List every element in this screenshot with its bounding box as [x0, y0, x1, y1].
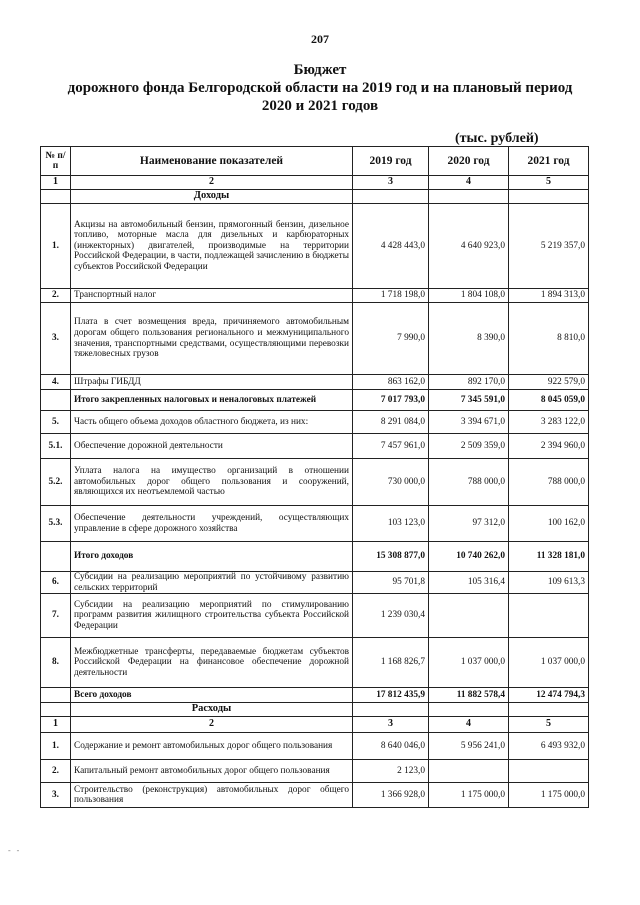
table-row [41, 459, 589, 506]
header-2021: 2021 год [509, 147, 589, 176]
value-2021: 1 037 000,0 [509, 638, 589, 688]
income-section-row [41, 190, 589, 204]
row-name: Капитальный ремонт автомобильных дорог общего пользования [71, 760, 353, 783]
column-index-cell: 3 [353, 176, 429, 190]
table-row [41, 390, 589, 411]
row-name: Транспортный налог [71, 289, 353, 303]
value-2021: 3 283 122,0 [509, 411, 589, 434]
page-number: 207 [311, 32, 329, 46]
column-index-cell: 3 [353, 717, 429, 733]
value-2021: 1 175 000,0 [509, 783, 589, 808]
table-row [41, 760, 589, 783]
header-num: № п/п [41, 147, 71, 176]
value-2019: 7 017 793,0 [353, 390, 429, 411]
column-index-cell: 5 [509, 717, 589, 733]
row-number [41, 688, 71, 703]
row-number: 6. [41, 572, 71, 594]
table-row [41, 688, 589, 703]
value-2020 [429, 594, 509, 638]
row-number: 1. [41, 733, 71, 760]
column-index-cell: 4 [429, 717, 509, 733]
header-name: Наименование показателей [71, 147, 353, 176]
value-2019: 7 457 961,0 [353, 434, 429, 459]
row-number: 3. [41, 783, 71, 808]
row-name: Содержание и ремонт автомобильных дорог общего пользования [71, 733, 353, 760]
value-2019: 4 428 443,0 [353, 204, 429, 289]
value-2021: 6 493 932,0 [509, 733, 589, 760]
value-2021: 109 613,3 [509, 572, 589, 594]
value-2021: 8 045 059,0 [509, 390, 589, 411]
value-2020: 892 170,0 [429, 375, 509, 390]
row-number: 3. [41, 303, 71, 375]
value-2021: 2 394 960,0 [509, 434, 589, 459]
value-2019: 17 812 435,9 [353, 688, 429, 703]
row-name: Межбюджетные трансферты, передаваемые бюджетам субъектов Российской Федерации на финансовое обеспечение дорожной деятельности [71, 638, 353, 688]
value-2021: 788 000,0 [509, 459, 589, 506]
column-index-cell: 1 [41, 176, 71, 190]
value-2019: 863 162,0 [353, 375, 429, 390]
table-row [41, 572, 589, 594]
title-line-1: Бюджет [293, 62, 347, 78]
row-number: 1. [41, 204, 71, 289]
column-index-cell: 2 [71, 717, 353, 733]
table-row [41, 506, 589, 542]
row-number: 2. [41, 760, 71, 783]
value-2020: 4 640 923,0 [429, 204, 509, 289]
value-2020: 1 037 000,0 [429, 638, 509, 688]
row-name: Итого доходов [71, 542, 353, 572]
table-row [41, 783, 589, 808]
value-2019: 8 291 084,0 [353, 411, 429, 434]
value-2021 [509, 760, 589, 783]
row-name: Итого закрепленных налоговых и неналоговых платежей [71, 390, 353, 411]
table-row [41, 434, 589, 459]
value-2019: 730 000,0 [353, 459, 429, 506]
value-2020: 97 312,0 [429, 506, 509, 542]
value-2019: 1 366 928,0 [353, 783, 429, 808]
value-2019: 15 308 877,0 [353, 542, 429, 572]
row-number: 7. [41, 594, 71, 638]
table-row [41, 375, 589, 390]
value-2021: 1 894 313,0 [509, 289, 589, 303]
row-name: Обеспечение деятельности учреждений, осуществляющих управление в сфере дорожного хозяйства [71, 506, 353, 542]
value-2020: 3 394 671,0 [429, 411, 509, 434]
row-number: 5.3. [41, 506, 71, 542]
margin-mark: - - [8, 846, 22, 855]
table-row [41, 204, 589, 289]
row-name: Строительство (реконструкция) автомобильных дорог общего пользования [71, 783, 353, 808]
budget-table [40, 146, 589, 808]
value-2020: 5 956 241,0 [429, 733, 509, 760]
row-name: Субсидии на реализацию мероприятий по устойчивому развитию сельских территорий [71, 572, 353, 594]
value-2021: 922 579,0 [509, 375, 589, 390]
value-2019: 103 123,0 [353, 506, 429, 542]
value-2020: 2 509 359,0 [429, 434, 509, 459]
value-2020: 788 000,0 [429, 459, 509, 506]
row-number: 5. [41, 411, 71, 434]
income-section-title: Доходы [71, 190, 353, 204]
title-line-3: 2020 и 2021 годов [261, 98, 379, 114]
document-title [0, 61, 640, 115]
row-name: Штрафы ГИБДД [71, 375, 353, 390]
row-name: Плата в счет возмещения вреда, причиняемого автомобильным дорогам общего пользования регионального и межмуниципального значения, транспортными средствами, осуществляющими перевозки тяжеловесных грузов [71, 303, 353, 375]
value-2019: 1 239 030,4 [353, 594, 429, 638]
value-2020: 1 804 108,0 [429, 289, 509, 303]
value-2021: 8 810,0 [509, 303, 589, 375]
units-label: (тыс. рублей) [455, 131, 539, 146]
column-index-row [41, 176, 589, 190]
table-row [41, 733, 589, 760]
header-2019: 2019 год [353, 147, 429, 176]
row-name: Всего доходов [71, 688, 353, 703]
table-row [41, 542, 589, 572]
row-number: 8. [41, 638, 71, 688]
value-2020: 7 345 591,0 [429, 390, 509, 411]
row-number [41, 542, 71, 572]
value-2021: 100 162,0 [509, 506, 589, 542]
row-name: Субсидии на реализацию мероприятий по стимулированию программ развития жилищного строительства субъекта Российской Федерации [71, 594, 353, 638]
header-row [41, 147, 589, 176]
value-2020: 8 390,0 [429, 303, 509, 375]
column-index-cell: 1 [41, 717, 71, 733]
value-2019: 1 718 198,0 [353, 289, 429, 303]
table-row [41, 411, 589, 434]
row-name: Акцизы на автомобильный бензин, прямогонный бензин, дизельное топливо, моторные масла для дизельных и карбюраторных (инжекторных) двигателей, производимые на территории Российской Федерации, в части, подлежащей зачислению в бюджеты субъектов Российской Федерации [71, 204, 353, 289]
value-2020: 10 740 262,0 [429, 542, 509, 572]
table-row [41, 289, 589, 303]
value-2019: 7 990,0 [353, 303, 429, 375]
value-2021 [509, 594, 589, 638]
row-number: 5.1. [41, 434, 71, 459]
column-index-cell: 2 [71, 176, 353, 190]
value-2019: 8 640 046,0 [353, 733, 429, 760]
value-2019: 2 123,0 [353, 760, 429, 783]
row-name: Часть общего объема доходов областного бюджета, из них: [71, 411, 353, 434]
row-number: 5.2. [41, 459, 71, 506]
expense-section-row [41, 703, 589, 717]
value-2019: 1 168 826,7 [353, 638, 429, 688]
value-2020: 105 316,4 [429, 572, 509, 594]
expense-section-title: Расходы [71, 703, 353, 717]
value-2021: 5 219 357,0 [509, 204, 589, 289]
value-2021: 12 474 794,3 [509, 688, 589, 703]
column-index-row [41, 717, 589, 733]
row-number: 4. [41, 375, 71, 390]
table-row [41, 638, 589, 688]
header-2020: 2020 год [429, 147, 509, 176]
column-index-cell: 4 [429, 176, 509, 190]
table-row [41, 594, 589, 638]
row-number [41, 390, 71, 411]
row-name: Обеспечение дорожной деятельности [71, 434, 353, 459]
title-line-2: дорожного фонда Белгородской области на 2019 год и на плановый период [67, 80, 573, 96]
row-number: 2. [41, 289, 71, 303]
value-2020: 1 175 000,0 [429, 783, 509, 808]
value-2021: 11 328 181,0 [509, 542, 589, 572]
column-index-cell: 5 [509, 176, 589, 190]
value-2020: 11 882 578,4 [429, 688, 509, 703]
value-2019: 95 701,8 [353, 572, 429, 594]
value-2020 [429, 760, 509, 783]
row-name: Уплата налога на имущество организаций в отношении автомобильных дорог общего пользования и сооружений, являющихся их неотъемлемой частью [71, 459, 353, 506]
table-row [41, 303, 589, 375]
